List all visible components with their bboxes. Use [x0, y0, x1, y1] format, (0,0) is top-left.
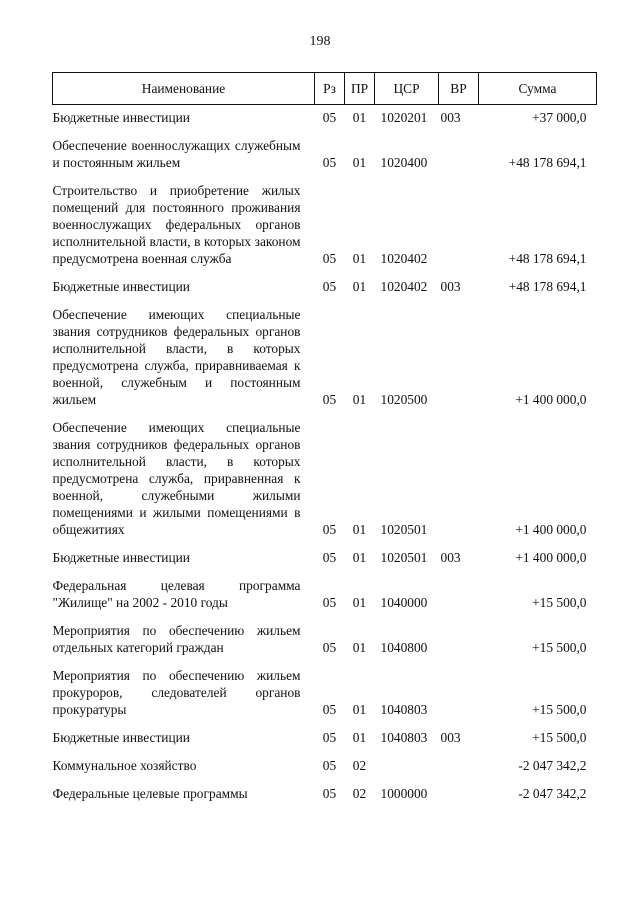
- table-row: [53, 419, 597, 549]
- row-csr: 1020501: [380, 550, 428, 565]
- budget-table: [52, 72, 597, 813]
- table-row: [53, 729, 597, 757]
- row-vr: [439, 306, 479, 419]
- header-name: Наименование: [53, 73, 315, 105]
- row-vr: [439, 757, 479, 785]
- table-row: [53, 182, 597, 278]
- row-vr: 003: [440, 279, 461, 294]
- row-pr: 02: [352, 786, 367, 801]
- page-number: 198: [309, 34, 331, 49]
- row-sum: +15 500,0: [532, 730, 587, 745]
- row-name: Коммунальное хозяйство: [52, 758, 197, 773]
- header-csr: ЦСР: [375, 73, 439, 105]
- table-row: [53, 757, 597, 785]
- row-rz: 05: [322, 279, 337, 294]
- header-sum: Сумма: [479, 73, 597, 105]
- row-rz: 05: [322, 730, 337, 745]
- row-csr: 1020501: [380, 522, 428, 537]
- row-csr: 1040000: [380, 595, 428, 610]
- row-rz: 05: [322, 640, 337, 655]
- row-pr: 01: [352, 595, 367, 610]
- row-name: Обеспечение военнослужащих служебным и постоянным жильем: [52, 138, 301, 170]
- row-pr: 01: [352, 251, 367, 266]
- row-pr: 01: [352, 392, 367, 407]
- row-name: Бюджетные инвестиции: [52, 279, 190, 294]
- row-sum: +1 400 000,0: [515, 550, 587, 565]
- row-vr: [439, 622, 479, 667]
- row-pr: 01: [352, 640, 367, 655]
- row-name: Бюджетные инвестиции: [52, 730, 190, 745]
- row-rz: 05: [322, 595, 337, 610]
- row-rz: 05: [322, 702, 337, 717]
- row-vr: [439, 667, 479, 729]
- row-sum: +15 500,0: [532, 640, 587, 655]
- row-pr: 01: [352, 110, 367, 125]
- row-name: Обеспечение имеющих специальные звания сотрудников федеральных органов исполнительной власти, в которых предусмотрена служба, приравниваемая к военной, служебным и постоянным жильем: [52, 307, 301, 407]
- row-sum: +15 500,0: [532, 702, 587, 717]
- row-vr: 003: [440, 550, 461, 565]
- row-name: Бюджетные инвестиции: [52, 550, 190, 565]
- row-pr: 01: [352, 279, 367, 294]
- header-vr: ВР: [439, 73, 479, 105]
- row-pr: 01: [352, 702, 367, 717]
- row-sum: +15 500,0: [532, 595, 587, 610]
- header-row: [53, 73, 597, 105]
- table-row: [53, 577, 597, 622]
- row-rz: 05: [322, 758, 337, 773]
- row-sum: +37 000,0: [532, 110, 587, 125]
- table-row: [53, 549, 597, 577]
- row-pr: 01: [352, 730, 367, 745]
- row-sum: -2 047 342,2: [518, 786, 587, 801]
- row-pr: 01: [352, 522, 367, 537]
- row-rz: 05: [322, 786, 337, 801]
- row-name: Федеральные целевые программы: [52, 786, 248, 801]
- row-vr: [439, 577, 479, 622]
- table-row: [53, 785, 597, 813]
- row-sum: -2 047 342,2: [518, 758, 587, 773]
- row-vr: 003: [440, 730, 461, 745]
- row-vr: [439, 419, 479, 549]
- row-sum: +1 400 000,0: [515, 522, 587, 537]
- row-sum: +1 400 000,0: [515, 392, 587, 407]
- row-csr: 1040803: [380, 730, 428, 745]
- row-vr: [439, 182, 479, 278]
- row-rz: 05: [322, 392, 337, 407]
- row-name: Мероприятия по обеспечению жильем отдельных категорий граждан: [52, 623, 301, 655]
- row-name: Обеспечение имеющих специальные звания сотрудников федеральных органов исполнительной власти, в которых предусмотрена служба, приравненная к военной, служебными жилыми помещениями и жилыми помещениями в общежитиях: [52, 420, 301, 537]
- row-sum: +48 178 694,1: [508, 155, 587, 170]
- row-vr: [439, 785, 479, 813]
- row-csr: 1000000: [380, 786, 428, 801]
- row-csr: 1020201: [380, 110, 428, 125]
- table-row: [53, 105, 597, 138]
- table-row: [53, 667, 597, 729]
- row-vr: 003: [440, 110, 461, 125]
- row-name: Мероприятия по обеспечению жильем прокуроров, следователей органов прокуратуры: [52, 668, 301, 717]
- row-rz: 05: [322, 155, 337, 170]
- row-csr: 1020400: [380, 155, 428, 170]
- row-rz: 05: [322, 522, 337, 537]
- row-sum: +48 178 694,1: [508, 279, 587, 294]
- table-row: [53, 622, 597, 667]
- header-rz: Рз: [315, 73, 345, 105]
- row-name: Бюджетные инвестиции: [52, 110, 190, 125]
- row-vr: [439, 137, 479, 182]
- row-rz: 05: [322, 110, 337, 125]
- table-row: [53, 306, 597, 419]
- row-csr: 1040803: [380, 702, 428, 717]
- table-row: [53, 278, 597, 306]
- row-rz: 05: [322, 251, 337, 266]
- row-pr: 01: [352, 550, 367, 565]
- table-row: [53, 137, 597, 182]
- row-pr: 02: [352, 758, 367, 773]
- row-csr: 1040800: [380, 640, 428, 655]
- row-name: Федеральная целевая программа "Жилище" на 2002 - 2010 годы: [52, 578, 301, 610]
- row-csr: 1020500: [380, 392, 428, 407]
- row-csr: [375, 757, 439, 785]
- row-rz: 05: [322, 550, 337, 565]
- row-pr: 01: [352, 155, 367, 170]
- header-pr: ПР: [345, 73, 375, 105]
- table-header: [53, 73, 597, 105]
- row-csr: 1020402: [380, 279, 428, 294]
- row-sum: +48 178 694,1: [508, 251, 587, 266]
- row-csr: 1020402: [380, 251, 428, 266]
- row-name: Строительство и приобретение жилых помещений для постоянного проживания военнослужащих федеральных органов исполнительной власти, в которых законом предусмотрена военная служба: [52, 183, 301, 266]
- table-body: [53, 105, 597, 814]
